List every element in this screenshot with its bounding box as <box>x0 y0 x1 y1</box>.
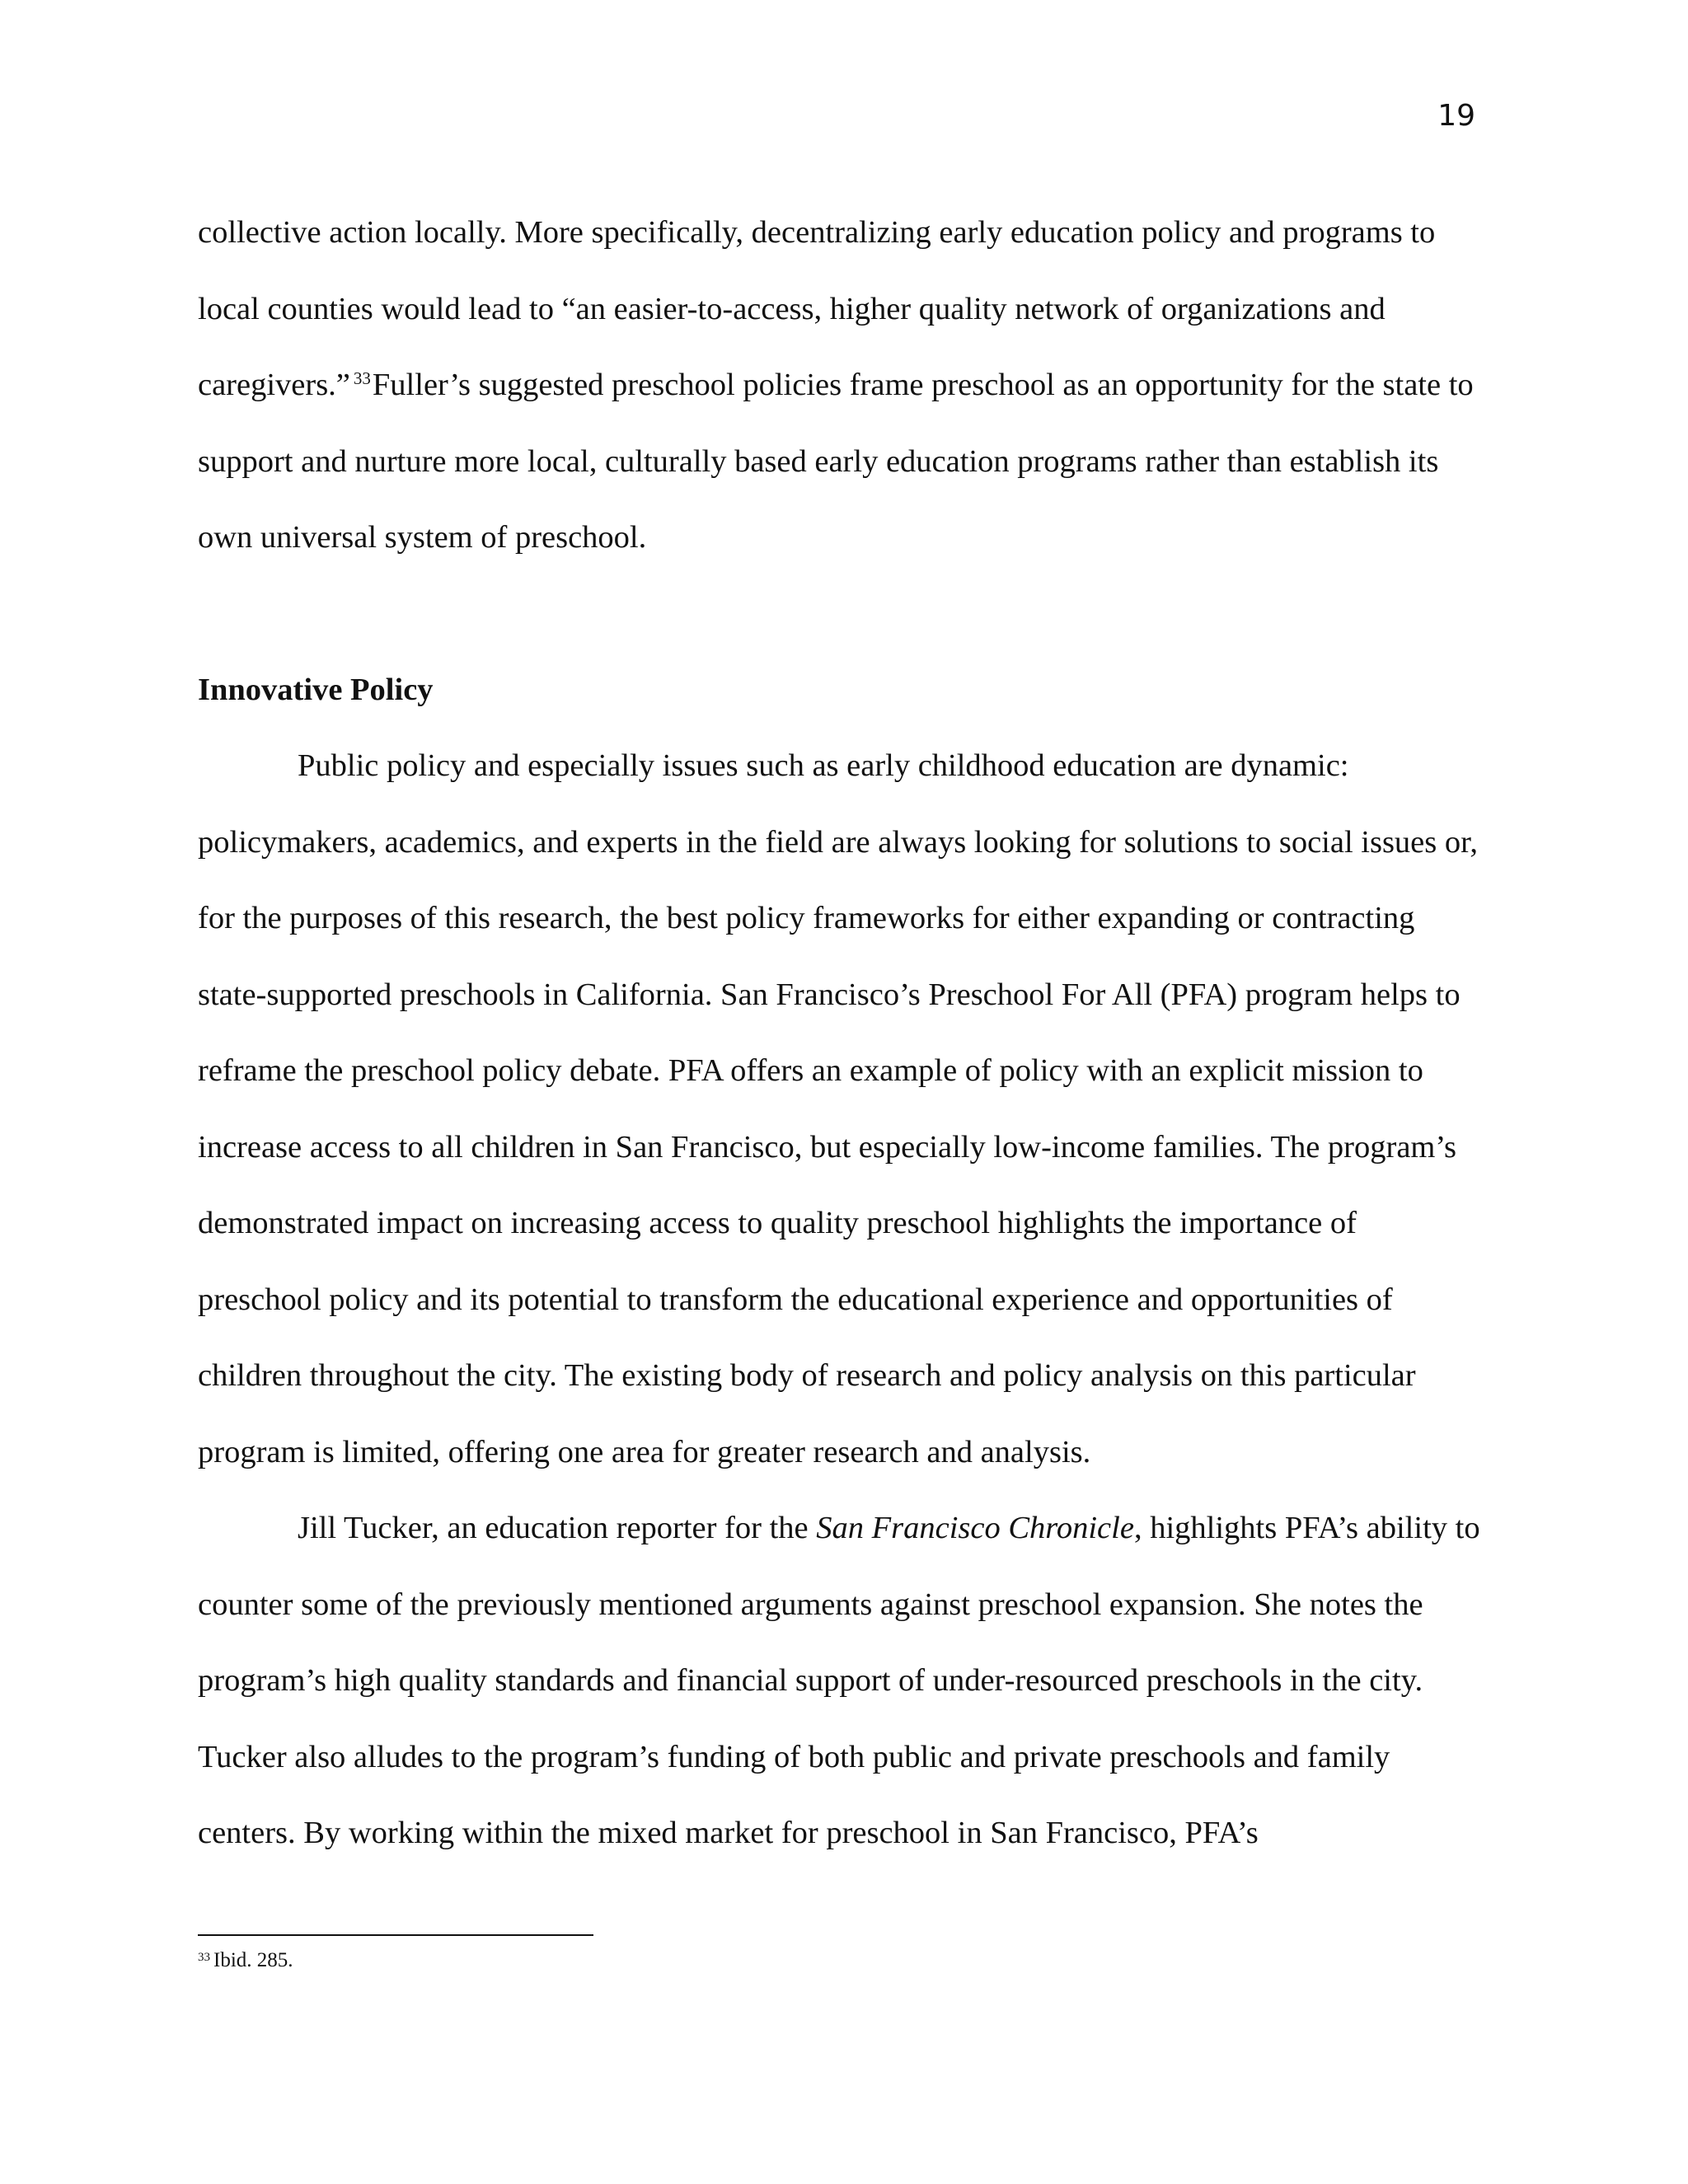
footnote-text: Ibid. 285. <box>213 1949 293 1971</box>
paragraph-1-text-a: collective action locally. More specifically, decentralizing early education policy and programs to local counties would lead to “an easier-to-access, higher quality network of organizations and caregivers.” <box>198 215 1436 402</box>
footnote-divider <box>198 1934 593 1936</box>
publication-title: San Francisco Chronicle <box>816 1511 1134 1545</box>
footnote <box>198 1948 293 1973</box>
paragraph-3 <box>198 1490 1484 1872</box>
footnote-reference: 33 <box>353 368 371 388</box>
paragraph-1-text-b: Fuller’s suggested preschool policies frame preschool as an opportunity for the state to support and nurture more local, culturally based early education programs rather than establish its own universal system of preschool. <box>198 368 1474 555</box>
footnote-number: 33 <box>198 1951 210 1964</box>
section-heading: Innovative Policy <box>198 672 434 707</box>
paragraph-2: Public policy and especially issues such as early childhood education are dynamic: policymakers, academics, and experts in the field are always looking for solutions to social issues or, for the purposes of this research, the best policy frameworks for either expanding or contracting state-supported preschools in California. San Francisco’s Preschool For All (PFA) program helps to reframe the preschool policy debate. PFA offers an example of policy with an explicit mission to increase access to all children in San Francisco, but especially low-income families. The program’s demonstrated impact on increasing access to quality preschool highlights the importance of preschool policy and its potential to transform the educational experience and opportunities of children throughout the city. The existing body of research and policy analysis on this particular program is limited, offering one area for greater research and analysis. <box>198 748 1479 1469</box>
page-number: 19 <box>1437 99 1475 133</box>
paragraph-1 <box>198 194 1484 576</box>
paragraph-3-text-b: , highlights PFA’s ability to counter some of the previously mentioned arguments against preschool expansion. She notes the program’s high quality standards and financial support of under-resourced preschools in the city. Tucker also alludes to the program’s funding of both public and private preschools and family centers. By working within the mixed market for preschool in San Francisco, PFA’s <box>198 1511 1480 1850</box>
body-text <box>198 194 1484 1872</box>
paragraph-3-text-a: Jill Tucker, an education reporter for the <box>298 1511 817 1545</box>
